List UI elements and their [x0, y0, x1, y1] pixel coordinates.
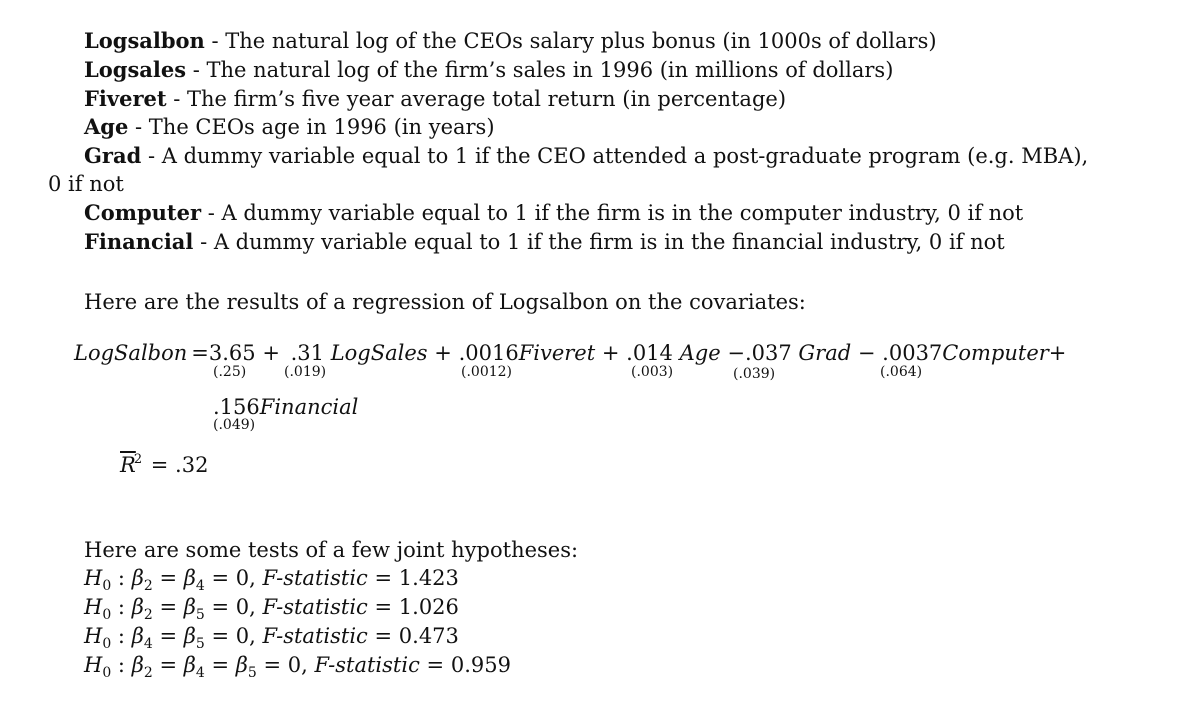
- beta-subscript: 5: [195, 607, 205, 623]
- definition-fiveret: [84, 88, 786, 110]
- definition-text: - A dummy variable equal to 1 if the firm is in the computer industry, 0 if not: [201, 201, 1024, 225]
- beta-symbol: β: [131, 595, 144, 619]
- equals-sign: =: [374, 595, 393, 619]
- h0-symbol: H: [84, 653, 103, 677]
- equals-sign: =: [374, 566, 393, 590]
- se-fiveret: (.0012): [461, 364, 513, 380]
- eq-op: −: [857, 341, 876, 365]
- eq-op: +: [262, 341, 280, 365]
- fstat-value: 1.026: [398, 595, 459, 619]
- h0-subscript: 0: [102, 636, 112, 652]
- fstat-label: F-statistic: [314, 653, 420, 677]
- term-label: Financial: [84, 229, 194, 254]
- h0-symbol: H: [84, 595, 103, 619]
- equals-sign: =: [159, 624, 178, 648]
- eq-coef: .0037: [882, 341, 943, 365]
- beta-subscript: 5: [247, 665, 257, 681]
- h0-subscript: 0: [102, 607, 112, 623]
- beta-subscript: 2: [143, 665, 153, 681]
- hypothesis-2: $H_0$ : $\beta_2 = \beta_5 = 0$, F-statistic = 1.026: [84, 595, 459, 623]
- eq-op: −: [727, 341, 745, 365]
- fstat-value: 0.473: [398, 624, 459, 648]
- beta-symbol: β: [235, 653, 248, 677]
- definition-computer: [84, 202, 1023, 224]
- beta-symbol: β: [183, 595, 196, 619]
- r-squared: [120, 452, 209, 477]
- eq-intercept: 3.65: [208, 341, 256, 365]
- beta-subscript: 4: [195, 665, 205, 681]
- definition-text: - A dummy variable equal to 1 if the firm is in the financial industry, 0 if not: [193, 230, 1005, 254]
- se-grad: (.039): [733, 366, 776, 382]
- definition-logsalbon: [84, 30, 937, 52]
- regression-equation-line1: [74, 343, 1066, 364]
- eq-op: +: [434, 341, 452, 365]
- fstat-value: 1.423: [398, 566, 459, 590]
- definition-financial: [84, 231, 1005, 253]
- beta-symbol: β: [131, 653, 144, 677]
- definition-text: - A dummy variable equal to 1 if the CEO attended a post-graduate program (e.g. MBA),: [141, 144, 1089, 168]
- term-label: Logsales: [84, 57, 187, 82]
- tests-intro: Here are some tests of a few joint hypotheses:: [84, 538, 579, 562]
- eq-coef: .31: [290, 341, 325, 365]
- fstat-label: F-statistic: [262, 566, 368, 590]
- fstat-label: F-statistic: [262, 624, 368, 648]
- term-label: Fiveret: [84, 86, 167, 111]
- definition-grad: [84, 145, 1088, 167]
- h0-symbol: H: [84, 566, 103, 590]
- se-age: (.003): [631, 364, 674, 380]
- eq-var: LogSales: [330, 341, 428, 365]
- equals-sign: =: [374, 624, 393, 648]
- beta-symbol: β: [131, 624, 144, 648]
- zero-equality: = 0,: [211, 624, 256, 648]
- zero-equality: = 0,: [211, 566, 256, 590]
- eq-op: +: [601, 341, 620, 365]
- beta-subscript: 4: [195, 578, 205, 594]
- eq-coef: .0016: [458, 341, 519, 365]
- definition-text: - The firm’s five year average total return (in percentage): [166, 87, 787, 111]
- regression-intro: Here are the results of a regression of Logsalbon on the covariates:: [84, 290, 806, 314]
- eq-var: Grad: [798, 341, 852, 365]
- beta-symbol: β: [183, 624, 196, 648]
- equals-sign: =: [426, 653, 445, 677]
- eq-var: Financial: [259, 395, 359, 419]
- equals-sign: =: [159, 653, 178, 677]
- fstat-value: 0.959: [450, 653, 511, 677]
- equals-sign: =: [159, 595, 178, 619]
- eq-var: Fiveret: [518, 341, 596, 365]
- fstat-label: F-statistic: [262, 595, 368, 619]
- term-label: Logsalbon: [84, 28, 205, 53]
- beta-symbol: β: [131, 566, 144, 590]
- hypothesis-3: $H_0$ : $\beta_4 = \beta_5 = 0$, F-statistic = 0.473: [84, 624, 459, 652]
- regression-equation-line2: [213, 397, 358, 418]
- beta-subscript: 2: [143, 607, 153, 623]
- definition-text: - The CEOs age in 1996 (in years): [128, 115, 495, 139]
- r-bar-symbol: $\overline{R}$: [120, 453, 136, 477]
- h0-subscript: 0: [102, 578, 112, 594]
- term-label: Age: [84, 114, 129, 139]
- beta-subscript: 5: [195, 636, 205, 652]
- definition-logsales: [84, 59, 893, 81]
- term-label: Grad: [84, 143, 142, 168]
- se-computer: (.064): [880, 364, 923, 380]
- hypothesis-1: $H_0$ : $\beta_2 = \beta_4 = 0$, F-statistic = 1.423: [84, 566, 459, 594]
- se-financial: (.049): [213, 417, 256, 433]
- eq-lhs: LogSalbon: [74, 341, 188, 365]
- eq-var: Computer: [942, 341, 1049, 365]
- se-logsales: (.019): [284, 364, 327, 380]
- eq-coef: .156: [213, 395, 260, 419]
- h0-subscript: 0: [102, 665, 112, 681]
- r-squared-power: 2: [133, 452, 143, 467]
- r-squared-value: = .32: [150, 453, 209, 477]
- eq-coef: .037: [744, 341, 792, 365]
- definition-text: - The natural log of the firm’s sales in 1996 (in millions of dollars): [186, 58, 894, 82]
- definition-text: - The natural log of the CEOs salary plus bonus (in 1000s of dollars): [204, 29, 937, 53]
- beta-subscript: 4: [143, 636, 153, 652]
- eq-coef: .014: [626, 341, 673, 365]
- beta-symbol: β: [183, 653, 196, 677]
- h0-symbol: H: [84, 624, 103, 648]
- definition-grad-continuation: 0 if not: [48, 172, 124, 196]
- se-intercept: (.25): [213, 364, 247, 380]
- eq-var: Age: [679, 341, 721, 365]
- zero-equality: = 0,: [263, 653, 308, 677]
- zero-equality: = 0,: [211, 595, 256, 619]
- eq-equals: =: [191, 341, 209, 365]
- beta-subscript: 2: [143, 578, 153, 594]
- term-label: Computer: [84, 200, 202, 225]
- equals-sign: =: [211, 653, 230, 677]
- eq-op: +: [1048, 341, 1067, 365]
- equals-sign: =: [159, 566, 178, 590]
- definition-age: [84, 116, 495, 138]
- beta-symbol: β: [183, 566, 196, 590]
- hypothesis-4: $H_0$ : $\beta_2 = \beta_4 = \beta_5 = 0$, F-statistic = 0.959: [84, 653, 511, 681]
